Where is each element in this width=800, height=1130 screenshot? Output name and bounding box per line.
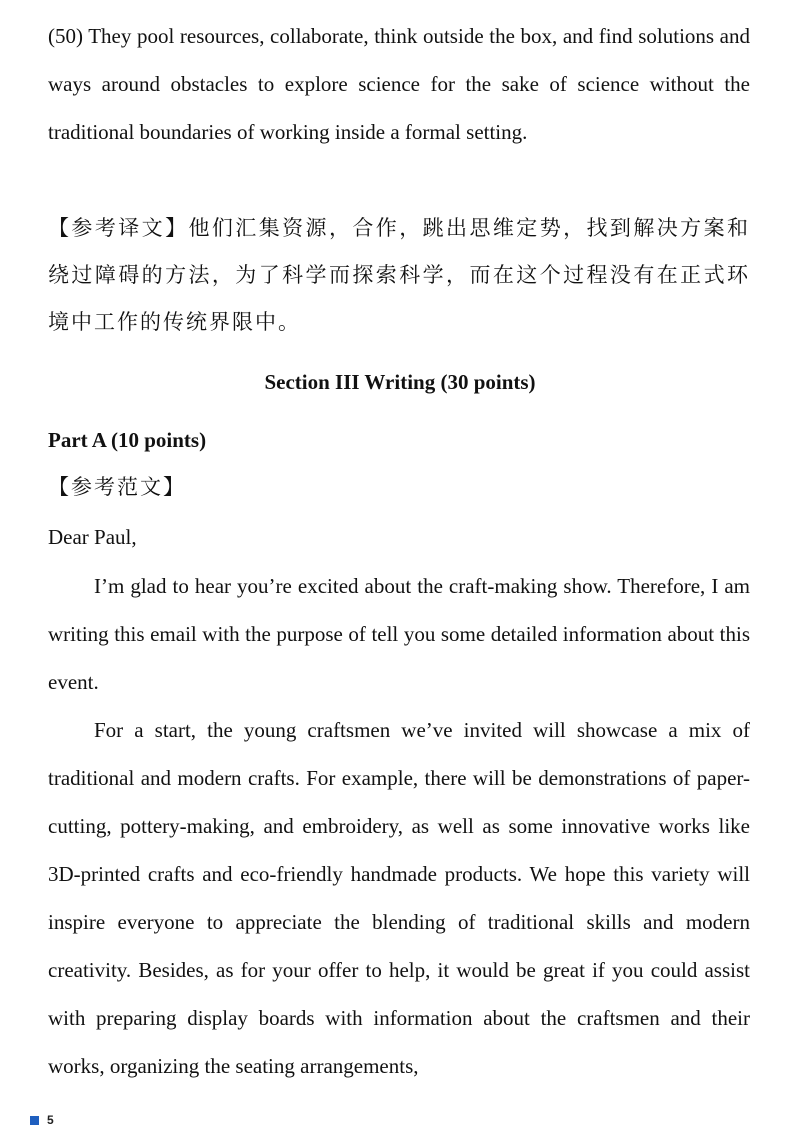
page-footer xyxy=(30,1112,54,1128)
page-marker-icon xyxy=(30,1116,39,1125)
letter-paragraph-1: I’m glad to hear you’re excited about the craft-making show. Therefore, I am writing this email with the purpose of tell you some detailed information about this event. xyxy=(48,574,750,694)
page-number: 5 xyxy=(47,1113,54,1127)
section-title: Section III Writing (30 points) xyxy=(264,370,536,394)
part-title: Part A (10 points) xyxy=(48,428,207,452)
letter-paragraph-2: For a start, the young craftsmen we’ve invited will showcase a mix of traditional and modern crafts. For example, there will be demonstrations of paper-cutting, pottery-making, and embroidery, as well as some innovative works like 3D-printed crafts and eco-friendly handmade products. We hope this variety will inspire everyone to appreciate the blending of traditional skills and modern creativity. Besides, as for your offer to help, it would be great if you could assist with preparing display boards with information about the craftsmen and their works, organizing the seating arrangements, xyxy=(48,718,750,1078)
letter-greeting: Dear Paul, xyxy=(48,525,137,549)
chinese-reference-translation: 【参考译文】他们汇集资源，合作，跳出思维定势，找到解决方案和绕过障碍的方法，为了科学而探索科学，而在这个过程没有在正式环境中工作的传统界限中。 xyxy=(48,216,750,334)
sample-essay-label: 【参考范文】 xyxy=(48,475,186,499)
english-sentence-50: (50) They pool resources, collaborate, think outside the box, and find solutions and ways around obstacles to explore science for the sake of science without the traditional boundaries of working inside a formal setting. xyxy=(48,24,750,144)
